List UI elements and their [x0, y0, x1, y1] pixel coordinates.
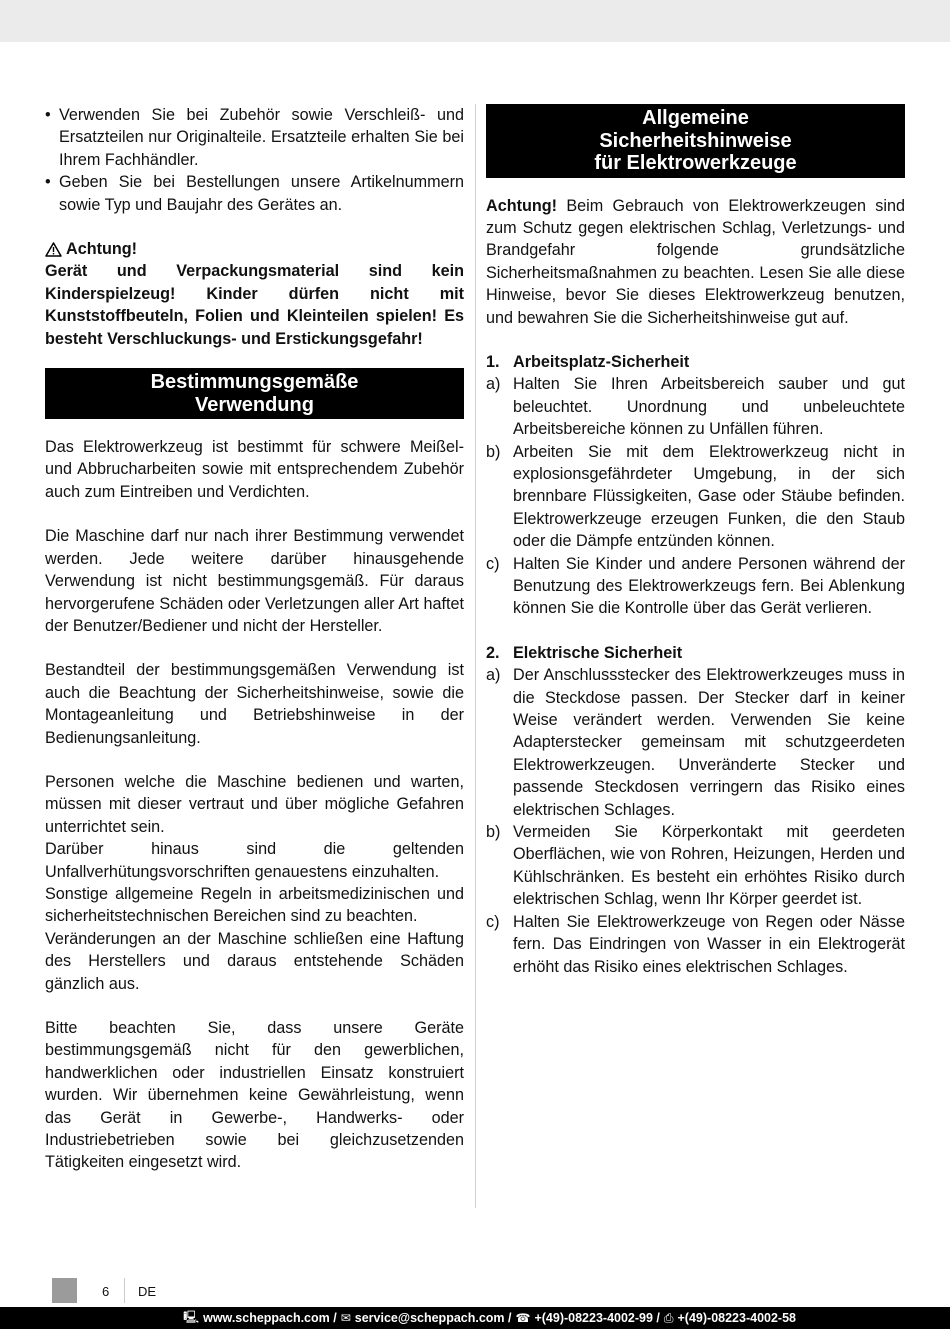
item-text: Arbeiten Sie mit dem Elektrowerkzeug nicht in explosionsgefährdeter Umgebung, in der sich brennbare Flüssigkeiten, Gase oder Stäube befinden. Elektrowerkzeuge erzeugen Funken, die den Staub oder die Dämpfe entzünden können.	[513, 442, 905, 551]
paragraph: Das Elektrowerkzeug ist bestimmt für schwere Meißel- und Abbrucharbeiten sowie mit entsprechendem Zubehör auch zum Eintreiben und Verdichten.	[45, 438, 464, 501]
list-item	[486, 441, 905, 553]
heading-line: Sicherheitshinweise	[599, 129, 792, 152]
section-number: 1.	[486, 352, 500, 371]
list-item	[486, 911, 905, 978]
heading-line: Bestimmungsgemäße	[150, 371, 359, 394]
section-heading-box	[486, 104, 905, 178]
item-letter: c)	[486, 912, 500, 931]
page-number: 6	[102, 1284, 110, 1299]
footer-divider	[124, 1278, 125, 1303]
heading-line: Verwendung	[195, 393, 314, 416]
section-title	[486, 642, 905, 664]
paragraph: Die Maschine darf nur nach ihrer Bestimmung verwendet werden. Jede weitere darüber hinausgehende Verwendung ist nicht bestimmungsgemäß. Für daraus hervorgerufene Schäden oder Verletzungen aller Art haftet der Benutzer/Bediener und nicht der Hersteller.	[45, 527, 464, 635]
warning-icon	[45, 242, 62, 257]
bullet-mark: •	[45, 106, 51, 124]
website-link[interactable]: www.scheppach.com /	[203, 1311, 337, 1325]
top-band	[0, 0, 950, 42]
item-text: Halten Sie Elektrowerkzeuge von Regen oder Nässe fern. Das Eindringen von Wasser in ein Elektrogerät erhöht das Risiko eines elektrischen Schlages.	[513, 912, 905, 976]
warning-heading	[45, 238, 464, 260]
right-column	[486, 104, 905, 978]
list-item	[486, 821, 905, 911]
warning-text: Gerät und Verpackungsmaterial sind kein Kinderspielzeug! Kinder dürfen nicht mit Kunststoffbeuteln, Folien und Kleinteilen spielen! Es besteht Verschluckungs- und Erstickungsgefahr!	[45, 262, 464, 348]
item-letter: b)	[486, 823, 501, 842]
list-item	[45, 171, 464, 216]
mail-icon: ✉︎	[340, 1311, 351, 1325]
item-letter: c)	[486, 554, 500, 573]
item-text: Der Anschlussstecker des Elektrowerkzeuges muss in die Steckdose passen. Der Stecker darf in keiner Weise verändert werden. Verwenden Sie keine Adapterstecker gemeinsam mit schutzgeerdeten Elektrowerkzeugen. Unveränderte Stecker und passende Steckdosen verringern das Risiko eines elektrischen Schlages.	[513, 666, 905, 819]
language-code: DE	[138, 1284, 157, 1299]
item-text: Vermeiden Sie Körperkontakt mit geerdeten Oberflächen, wie von Rohren, Heizungen, Herden und Kühlschränken. Es besteht ein erhöhtes Risiko durch elektrischen Schlag, wenn Ihr Körper geerdet ist.	[513, 823, 905, 909]
intro-bold: Achtung!	[486, 196, 558, 215]
item-text: Halten Sie Kinder und andere Personen während der Benutzung des Elektrowerkzeugs fern. Bei Ablenkung können Sie die Kontrolle über das Gerät verlieren.	[513, 554, 905, 618]
intro-text: Beim Gebrauch von Elektrowerkzeugen sind zum Schutz gegen elektrischen Schlag, Verletzungs- und Brandgefahr folgende grundsätzliche Sicherheitsmaßnahmen zu beachten. Lesen Sie alle diese Hinweise, bevor Sie dieses Elektrowerkzeug benutzen, und bewahren Sie die Sicherheitshinweise gut auf.	[486, 196, 905, 327]
item-letter: a)	[486, 375, 501, 394]
fax-icon: ⎙	[663, 1310, 674, 1325]
section-title	[486, 351, 905, 373]
paragraph: Bestandteil der bestimmungsgemäßen Verwendung ist auch die Beachtung der Sicherheitshinweise, sowie die Montageanleitung und Betriebshinweise in der Bedienungsanleitung.	[45, 661, 464, 747]
list-item	[486, 664, 905, 821]
intro-paragraph	[486, 195, 905, 329]
phone-number: +(49)-08223-4002-99 /	[534, 1311, 660, 1325]
contact-bar	[0, 1307, 950, 1329]
warning-title: Achtung!	[66, 240, 138, 259]
section-heading-box	[45, 368, 464, 419]
list-item	[45, 104, 464, 171]
paragraph: Veränderungen an der Maschine schließen eine Haftung des Herstellers und daraus entstehende Schäden gänzlich aus.	[45, 929, 464, 993]
computer-icon: 🖳︎	[183, 1309, 200, 1324]
heading-line: für Elektrowerkzeuge	[594, 152, 797, 174]
paragraph: Bitte beachten Sie, dass unsere Geräte bestimmungsgemäß nicht für den gewerblichen, handwerklichen oder industriellen Einsatz konstruiert wurden. Wir übernehmen keine Gewährleistung, wenn das Gerät in Gewerbe-, Handwerks- oder Industriebetrieben sowie bei gleichzusetzenden Tätigkeiten eingesetzt wird.	[45, 1019, 464, 1172]
bullet-text: Geben Sie bei Bestellungen unsere Artikelnummern sowie Typ und Baujahr des Gerätes an.	[59, 173, 464, 214]
section-title-text: Elektrische Sicherheit	[513, 643, 683, 662]
bullet-text: Verwenden Sie bei Zubehör sowie Verschleiß- und Ersatzteilen nur Originalteile. Ersatzteile erhalten Sie bei Ihrem Fachhändler.	[59, 106, 464, 169]
list-item	[486, 373, 905, 440]
fax-number: +(49)-08223-4002-58	[677, 1311, 796, 1325]
list-item	[486, 553, 905, 620]
page-marker-square	[52, 1278, 77, 1303]
bullet-mark: •	[45, 173, 51, 192]
paragraph: Personen welche die Maschine bedienen und warten, müssen mit dieser vertraut und über mögliche Gefahren unterrichtet sein.	[45, 772, 464, 836]
section-number: 2.	[486, 643, 500, 662]
item-letter: b)	[486, 442, 501, 461]
item-text: Halten Sie Ihren Arbeitsbereich sauber und gut beleuchtet. Unordnung und unbeleuchtete Arbeitsbereiche können zu Unfällen führen.	[513, 375, 905, 439]
paragraph: Sonstige allgemeine Regeln in arbeitsmedizinischen und sicherheitstechnischen Bereichen sind zu beachten.	[45, 884, 464, 926]
item-letter: a)	[486, 666, 501, 685]
column-divider	[475, 104, 476, 1208]
phone-icon: ☎︎	[515, 1311, 531, 1325]
paragraph: Darüber hinaus sind die geltenden Unfallverhütungsvorschriften genauestens einzuhalten.	[45, 840, 464, 881]
section-title-text: Arbeitsplatz-Sicherheit	[513, 352, 690, 371]
heading-line: Allgemeine	[642, 107, 749, 129]
left-column	[45, 104, 464, 1174]
email-link[interactable]: service@scheppach.com /	[354, 1311, 512, 1325]
